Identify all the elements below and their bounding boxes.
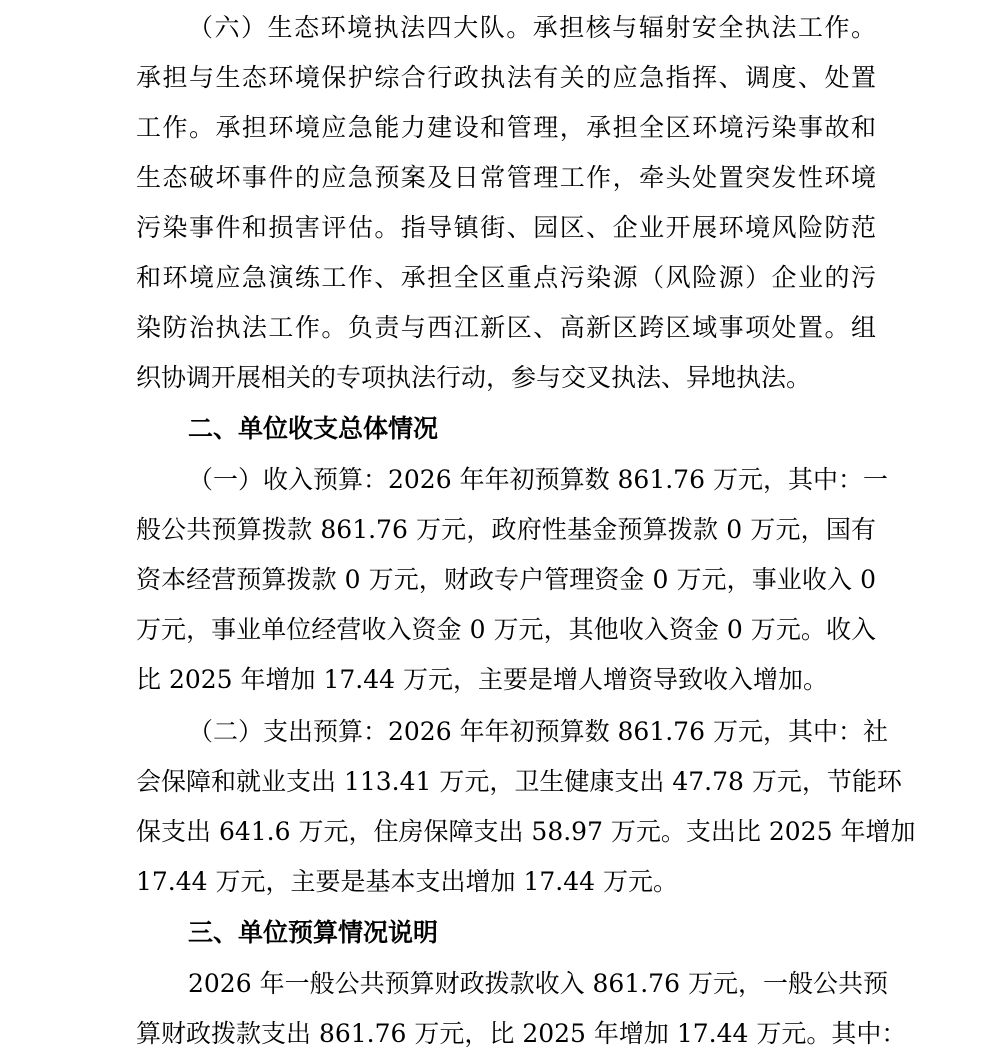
paragraph-line: 污染事件和损害评估。指导镇街、园区、企业开展环境风险防范 (136, 213, 876, 242)
paragraph-line: 资本经营预算拨款 0 万元，财政专户管理资金 0 万元，事业收入 0 (136, 565, 876, 594)
paragraph-line: 和环境应急演练工作、承担全区重点污染源（风险源）企业的污 (136, 263, 876, 292)
paragraph-line: 染防治执法工作。负责与西江新区、高新区跨区域事项处置。组 (136, 313, 876, 342)
paragraph-line: 生态破坏事件的应急预案及日常管理工作，牵头处置突发性环境 (136, 163, 876, 192)
section-heading: 三、单位预算情况说明 (188, 918, 439, 947)
paragraph-line: （六）生态环境执法四大队。承担核与辐射安全执法工作。 (188, 13, 876, 42)
paragraph-line: 工作。承担环境应急能力建设和管理，承担全区环境污染事故和 (136, 113, 876, 142)
paragraph-line: （一）收入预算：2026 年年初预算数 861.76 万元，其中：一 (188, 465, 888, 494)
paragraph-line: 17.44 万元，主要是基本支出增加 17.44 万元。 (136, 867, 678, 896)
section-heading: 二、单位收支总体情况 (188, 414, 439, 443)
paragraph-line: 2026 年一般公共预算财政拨款收入 861.76 万元，一般公共预 (188, 969, 888, 998)
paragraph-line: 织协调开展相关的专项执法行动，参与交叉执法、异地执法。 (136, 363, 812, 392)
paragraph-line: 般公共预算拨款 861.76 万元，政府性基金预算拨款 0 万元，国有 (136, 515, 876, 544)
paragraph-line: 比 2025 年增加 17.44 万元，主要是增人增资导致收入增加。 (136, 665, 828, 694)
paragraph-line: 万元，事业单位经营收入资金 0 万元，其他收入资金 0 万元。收入 (136, 615, 876, 644)
paragraph-line: 承担与生态环境保护综合行政执法有关的应急指挥、调度、处置 (136, 63, 876, 92)
paragraph-line: 算财政拨款支出 861.76 万元，比 2025 年增加 17.44 万元。其中： (136, 1019, 907, 1048)
paragraph-line: 会保障和就业支出 113.41 万元，卫生健康支出 47.78 万元，节能环 (136, 767, 902, 796)
paragraph-line: （二）支出预算：2026 年年初预算数 861.76 万元，其中：社 (188, 717, 888, 746)
paragraph-line: 保支出 641.6 万元，住房保障支出 58.97 万元。支出比 2025 年增加 (136, 817, 916, 846)
